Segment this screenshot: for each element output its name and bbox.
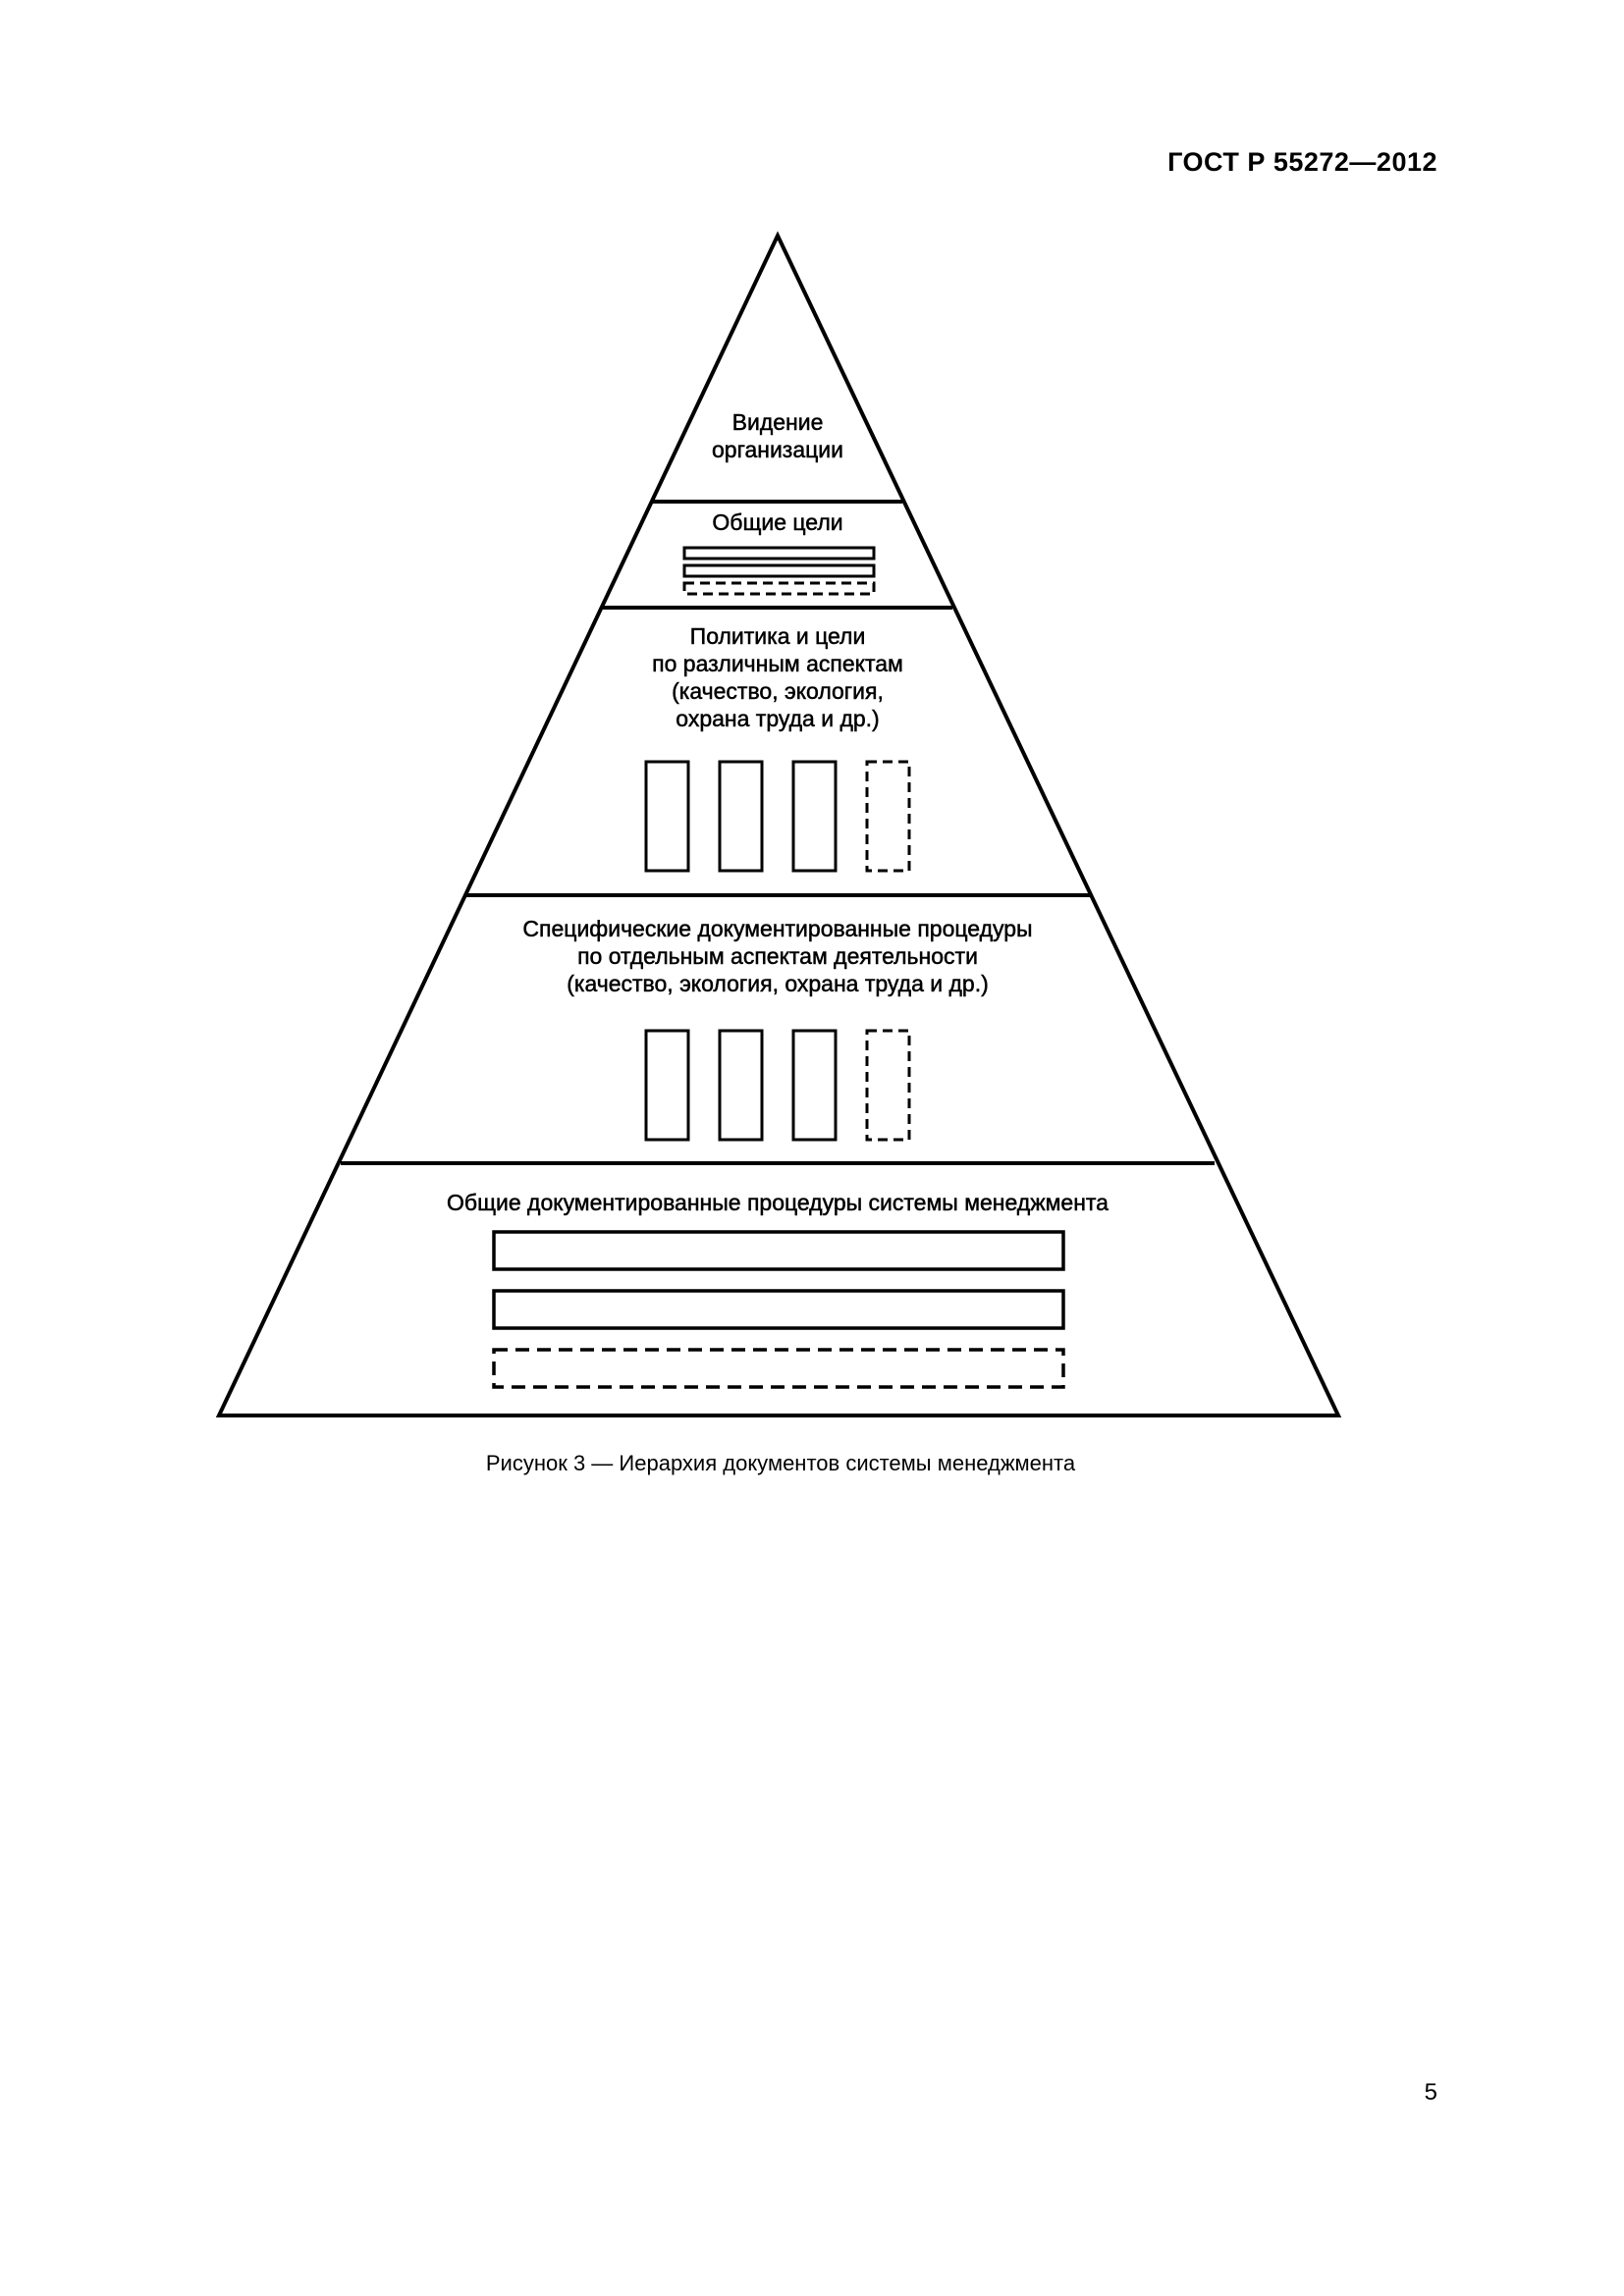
level-vision-line-2: организации (711, 437, 844, 462)
policy-document-optional (867, 762, 909, 871)
specific-procedure-document-optional (867, 1031, 909, 1140)
goal-document (684, 565, 874, 576)
level-policy-line-2: по различным аспектам (652, 651, 903, 676)
level-specific-line-3: (качество, экология, охрана труда и др.) (567, 971, 989, 996)
policy-document (720, 762, 762, 871)
goal-document-optional (684, 583, 874, 594)
level-general-procedures-line-1: Общие документированные процедуры системы менеджмента (447, 1190, 1109, 1215)
policy-document (793, 762, 836, 871)
level-policy-line-3: (качество, экология, (672, 678, 884, 704)
figure-caption: Рисунок 3 — Иерархия документов системы менеджмента (485, 1451, 1076, 1475)
general-procedure-document (494, 1291, 1063, 1328)
level-policy-line-1: Политика и цели (689, 623, 866, 649)
general-procedure-document-optional (494, 1350, 1063, 1387)
specific-procedure-document (720, 1031, 762, 1140)
policy-document (646, 762, 688, 871)
level-specific-line-1: Специфические документированные процедуры (522, 916, 1033, 941)
specific-procedure-document (793, 1031, 836, 1140)
goal-document (684, 548, 874, 559)
document-code: ГОСТ Р 55272—2012 (1167, 147, 1437, 177)
level-vision-line-1: Видение (731, 409, 824, 435)
page-number: 5 (1424, 2079, 1437, 2106)
general-procedure-document (494, 1232, 1063, 1269)
level-policy-line-4: охрана труда и др.) (676, 706, 880, 731)
level-specific-line-2: по отдельным аспектам деятельности (577, 943, 978, 969)
level-general-goals-line-1: Общие цели (712, 509, 843, 535)
specific-procedure-document (646, 1031, 688, 1140)
